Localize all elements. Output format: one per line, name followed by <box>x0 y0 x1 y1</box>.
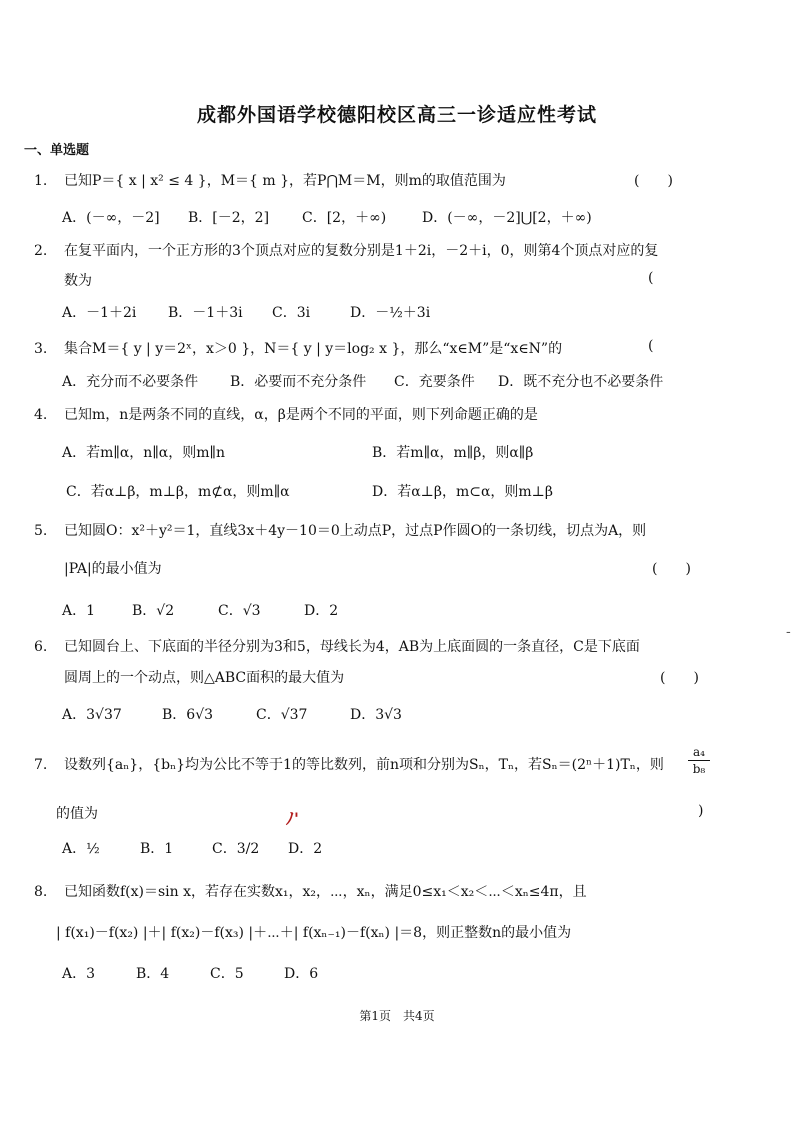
exam-title: 成都外国语学校德阳校区高三一诊适应性考试 <box>196 104 597 126</box>
question-number: 5. <box>34 523 48 539</box>
question-stem: 已知m，n是两条不同的直线，α，β是两个不同的平面，则下列命题正确的是 <box>64 407 538 423</box>
scan-mark: - <box>786 624 791 640</box>
fraction-a4-b8 <box>688 744 710 777</box>
question-stem-cont: | f(x₁)－f(x₂) |＋| f(x₂)－f(x₃) |＋⋯＋| f(xₙ₋₁)－f(xₙ) |＝8，则正整数n的最小值为 <box>56 925 572 941</box>
question-number: 6. <box>34 639 48 655</box>
fraction-denominator: b₈ <box>692 762 706 776</box>
question-7 <box>34 754 664 774</box>
option-c: C．若α⊥β，m⊥β，m⊄α，则m∥α <box>66 484 290 500</box>
option-c: C．√37 <box>256 707 308 723</box>
option-c: C．5 <box>210 966 244 982</box>
question-stem: 在复平面内，一个正方形的3个顶点对应的复数分别是1＋2i，－2＋i，0，则第4个顶点对应的复 <box>64 243 659 259</box>
question-stem-cont: 数为 <box>64 273 92 289</box>
answer-paren: ( <box>648 338 654 354</box>
option-b: B．4 <box>136 966 170 982</box>
option-a: A．3 <box>62 966 96 982</box>
question-number: 8. <box>34 884 48 900</box>
option-a: A．1 <box>62 603 96 619</box>
question-stem-cont: |PA|的最小值为 <box>64 561 162 577</box>
option-b: B．√2 <box>132 603 175 619</box>
option-a: A．(－∞，－2] <box>62 210 160 226</box>
question-stem-cont: 圆周上的一个动点，则△ABC面积的最大值为 <box>64 670 345 686</box>
question-stem: 集合M＝{ y | y＝2ˣ，x＞0 }，N＝{ y | y＝log₂ x }，那么“x∈M”是“x∈N”的 <box>64 341 563 357</box>
page-footer <box>0 1007 794 1024</box>
question-2 <box>34 240 658 260</box>
answer-paren: ( ) <box>634 173 673 189</box>
option-b: B．－1＋3i <box>168 305 243 321</box>
page-number: 第1页 <box>359 1009 391 1023</box>
question-stem: 已知函数f(x)＝sin x，若存在实数x₁，x₂，⋯，xₙ，满足0≤x₁＜x₂＜⋯＜xₙ≤4π，且 <box>64 884 587 900</box>
option-a: A．充分而不必要条件 <box>62 374 199 390</box>
answer-paren: ( ) <box>660 670 699 686</box>
option-c: C．3/2 <box>212 841 260 857</box>
option-a: A．－1＋2i <box>62 305 137 321</box>
question-number: 1. <box>34 173 48 189</box>
option-c: C．[2，＋∞) <box>302 210 387 226</box>
question-3 <box>34 338 562 358</box>
option-d: D．－½＋3i <box>350 305 431 321</box>
option-b: B．6√3 <box>162 707 214 723</box>
question-5 <box>34 520 646 540</box>
option-b: B．1 <box>140 841 174 857</box>
option-d: D．6 <box>284 966 319 982</box>
option-d: D．3√3 <box>350 707 402 723</box>
question-number: 2. <box>34 243 48 259</box>
question-number: 3. <box>34 341 48 357</box>
option-a: A．3√37 <box>62 707 122 723</box>
page-total: 共4页 <box>403 1009 435 1023</box>
question-4 <box>34 404 538 424</box>
option-d: D．既不充分也不必要条件 <box>498 374 664 390</box>
question-6 <box>34 636 640 656</box>
option-c: C．3i <box>272 305 311 321</box>
option-b: B．[－2，2] <box>188 210 270 226</box>
option-b: B．若m∥α，m∥β，则α∥β <box>372 445 534 461</box>
fraction-numerator: a₄ <box>688 744 710 761</box>
option-c: C．√3 <box>218 603 261 619</box>
option-b: B．必要而不充分条件 <box>230 374 367 390</box>
handwritten-mark: ﾉ' <box>286 809 299 828</box>
option-d: D．若α⊥β，m⊂α，则m⊥β <box>372 484 553 500</box>
answer-paren: ) <box>698 803 704 819</box>
option-d: D．(－∞，－2]⋃[2，＋∞) <box>422 210 592 226</box>
question-stem: 已知P＝{ x | x² ≤ 4 }，M＝{ m }，若P⋂M＝M，则m的取值范围为 <box>64 173 506 189</box>
answer-paren: ( <box>648 270 654 286</box>
option-a: A．若m∥α，n∥α，则m∥n <box>62 445 226 461</box>
option-d: D．2 <box>288 841 323 857</box>
question-8 <box>34 881 587 901</box>
question-stem: 已知圆O：x²＋y²＝1，直线3x＋4y－10＝0上动点P，过点P作圆O的一条切线，切点为A，则 <box>64 523 647 539</box>
question-stem-cont: 的值为 <box>56 806 98 822</box>
question-number: 4. <box>34 407 48 423</box>
option-c: C．充要条件 <box>394 374 475 390</box>
question-number: 7. <box>34 757 48 773</box>
question-stem: 已知圆台上、下底面的半径分别为3和5，母线长为4，AB为上底面圆的一条直径，C是下底面 <box>64 639 640 655</box>
option-a: A．½ <box>62 841 100 857</box>
option-d: D．2 <box>304 603 339 619</box>
answer-paren: ( ) <box>652 561 691 577</box>
question-stem: 设数列{aₙ}，{bₙ}均为公比不等于1的等比数列，前n项和分别为Sₙ，Tₙ，若Sₙ＝(2ⁿ＋1)Tₙ，则 <box>64 757 664 773</box>
question-1 <box>34 170 506 190</box>
section-heading: 一、单选题 <box>24 143 90 158</box>
